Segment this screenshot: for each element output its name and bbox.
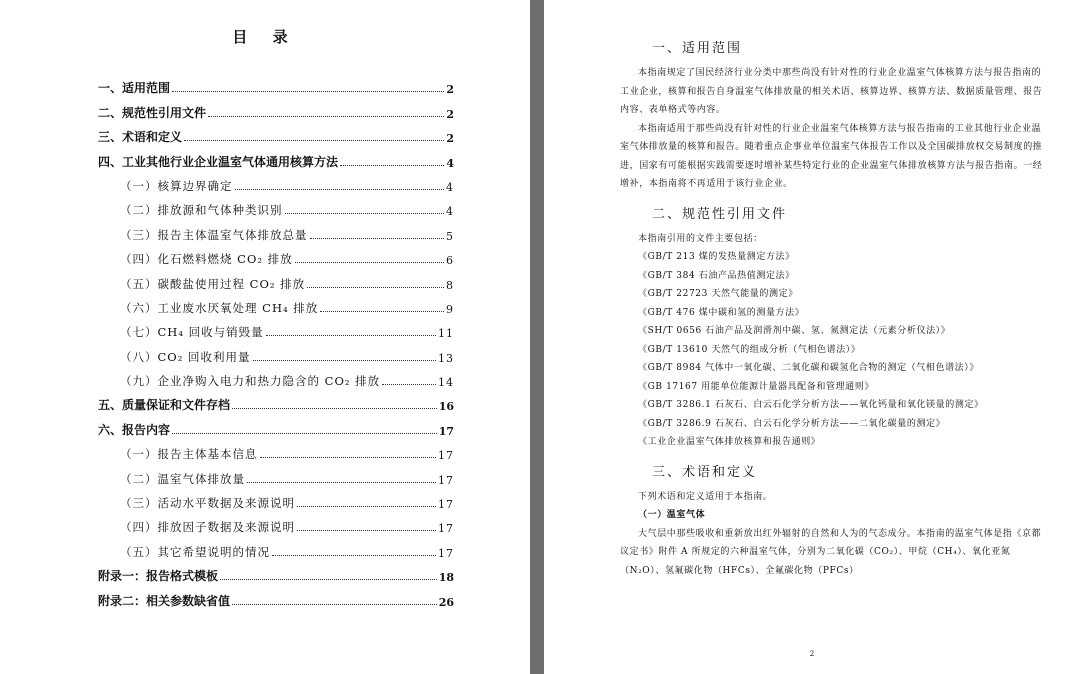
toc-entry[interactable] — [98, 72, 454, 96]
toc-dot-leader — [260, 457, 437, 458]
toc-entry-page: 14 — [438, 376, 454, 390]
toc-entry[interactable] — [98, 145, 454, 169]
toc-entry[interactable] — [98, 389, 454, 413]
toc-entry[interactable] — [98, 413, 454, 437]
toc-entry[interactable] — [98, 560, 454, 584]
toc-entry[interactable] — [98, 462, 454, 486]
toc-dot-leader — [172, 433, 437, 434]
reference-item: 《GB/T 22723 天然气能量的测定》 — [638, 289, 798, 299]
toc-dot-leader — [266, 335, 436, 336]
toc-dot-leader — [297, 530, 436, 531]
toc-entry-page: 11 — [438, 327, 454, 341]
toc-entry-page: 13 — [438, 351, 454, 365]
section-heading-references: 二、规范性引用文件 — [652, 206, 788, 222]
toc-dot-leader — [220, 579, 437, 580]
toc-entry-page: 5 — [446, 229, 454, 243]
toc-entry[interactable] — [98, 340, 454, 364]
toc-entry-page: 2 — [446, 107, 454, 121]
toc-entry[interactable] — [98, 267, 454, 291]
term-greenhouse-gas-definition: 大气层中那些吸收和重新放出红外辐射的自然和人为的气态成分。本指南的温室气体是指《京都议定书》附件 A 所规定的六种温室气体，分别为二氧化碳（CO₂）、甲烷（CH₄）、氧化亚氮（N₂O）、氢氟碳化物（HFCs）、全氟碳化物（PFCs） — [620, 528, 1042, 576]
reference-item: 《GB/T 384 石油产品热值测定法》 — [638, 270, 795, 281]
page-number: 2 — [809, 650, 815, 658]
toc-dot-leader — [307, 287, 444, 288]
toc-entry-page: 4 — [446, 180, 454, 194]
toc-entry-page: 4 — [446, 156, 454, 170]
toc-dot-leader — [247, 482, 436, 483]
toc-dot-leader — [232, 408, 437, 409]
reference-item: 《GB/T 3286.1 石灰石、白云石化学分析方法——氧化钙量和氧化镁量的测定》 — [638, 400, 984, 410]
toc-entry[interactable] — [98, 584, 454, 608]
toc-dot-leader — [253, 360, 437, 361]
toc-entry[interactable] — [98, 535, 454, 559]
toc-entry[interactable] — [98, 365, 454, 389]
scope-paragraph-2: 本指南适用于那些尚没有针对性的行业企业温室气体核算方法与报告指南的工业其他行业企业温室气体排放量的核算和报告。随着重点企事业单位温室气体报告工作以及全国碳排放权交易制度的推进，国家有可能根据实践需要逐时增补某些特定行业的企业温室气体排放核算方法与报告指南。一经增补，本指南将不再适用于该行业企业。 — [620, 123, 1043, 189]
toc-dot-leader — [208, 116, 444, 117]
toc-entry-page: 8 — [446, 278, 454, 292]
toc-list — [98, 72, 454, 609]
toc-dot-leader — [295, 262, 444, 263]
toc-entry-page: 18 — [438, 571, 454, 585]
toc-entry-label: （六）工业废水厌氧处理 CH₄ 排放 — [120, 300, 319, 315]
reference-item: 《GB/T 476 煤中碳和氢的测量方法》 — [638, 307, 805, 318]
toc-dot-leader — [285, 213, 445, 214]
toc-entry-label: （一）报告主体基本信息 — [120, 447, 258, 462]
term-greenhouse-gas-heading: （一）温室气体 — [638, 510, 706, 520]
toc-entry-label: （九）企业净购入电力和热力隐含的 CO₂ 排放 — [120, 374, 381, 389]
toc-entry[interactable] — [98, 316, 454, 340]
toc-entry-page: 4 — [446, 205, 454, 219]
toc-page — [0, 0, 530, 674]
toc-entry-label: 五、质量保证和文件存档 — [98, 398, 231, 413]
toc-entry-label: （三）报告主体温室气体排放总量 — [120, 227, 308, 242]
toc-entry[interactable] — [98, 170, 454, 194]
page-gutter — [530, 0, 544, 674]
reference-item: 《GB/T 13610 天然气的组成分析（气相色谱法）》 — [638, 344, 861, 355]
toc-dot-leader — [235, 189, 445, 190]
toc-entry-page: 6 — [446, 254, 454, 268]
toc-entry[interactable] — [98, 194, 454, 218]
reference-item: 《GB 17167 用能单位能源计量器具配备和管理通则》 — [638, 381, 874, 392]
references-intro: 本指南引用的文件主要包括： — [638, 233, 763, 244]
toc-entry[interactable] — [98, 511, 454, 535]
toc-dot-leader — [184, 140, 444, 141]
toc-entry-page: 17 — [438, 449, 454, 463]
toc-dot-leader — [297, 506, 436, 507]
toc-entry-label: 附录一：报告格式模板 — [98, 569, 219, 584]
toc-dot-leader — [340, 165, 444, 166]
toc-entry[interactable] — [98, 243, 454, 267]
toc-entry-page: 17 — [438, 522, 454, 536]
toc-entry-label: 四、工业其他行业企业温室气体通用核算方法 — [98, 154, 339, 169]
toc-entry-label: 六、报告内容 — [98, 422, 171, 437]
toc-entry-label: （七）CH₄ 回收与销毁量 — [120, 325, 264, 340]
toc-entry-page: 17 — [438, 546, 454, 560]
toc-entry-page: 26 — [438, 595, 454, 609]
scope-paragraph-1: 本指南规定了国民经济行业分类中那些尚没有针对性的行业企业温室气体核算方法与报告指南的工业企业，核算和报告自身温室气体排放量的相关术语、核算边界、核算方法、数据质量管理、报告内容、表单格式等内容。 — [620, 68, 1043, 115]
terms-intro: 下列术语和定义适用于本指南。 — [638, 491, 773, 502]
toc-dot-leader — [382, 384, 436, 385]
toc-entry[interactable] — [98, 487, 454, 511]
toc-entry[interactable] — [98, 218, 454, 242]
toc-entry-label: （五）其它希望说明的情况 — [120, 544, 270, 559]
toc-entry-label: （二）排放源和气体种类识别 — [120, 203, 283, 218]
section-heading-terms: 三、术语和定义 — [652, 464, 758, 480]
toc-entry-label: 三、术语和定义 — [98, 130, 183, 145]
toc-entry-label: 附录二：相关参数缺省值 — [98, 593, 231, 608]
content-body — [620, 34, 1048, 580]
reference-item: 《SH/T 0656 石油产品及润滑剂中碳、氢、氮测定法（元素分析仪法）》 — [638, 326, 951, 336]
toc-entry-label: （四）化石燃料燃烧 CO₂ 排放 — [120, 252, 293, 267]
toc-entry[interactable] — [98, 96, 454, 120]
toc-entry-label: 二、规范性引用文件 — [98, 105, 207, 120]
content-page — [544, 0, 1080, 674]
toc-entry-label: （四）排放因子数据及来源说明 — [120, 520, 295, 535]
reference-item: 《GB/T 3286.9 石灰石、白云石化学分析方法——二氧化碳量的测定》 — [638, 418, 946, 429]
toc-entry-page: 17 — [438, 424, 454, 438]
toc-entry-page: 9 — [446, 302, 454, 316]
toc-dot-leader — [320, 311, 444, 312]
toc-entry[interactable] — [98, 292, 454, 316]
toc-entry-page: 16 — [438, 400, 454, 414]
toc-dot-leader — [310, 238, 445, 239]
toc-entry-label: （五）碳酸盐使用过程 CO₂ 排放 — [120, 276, 306, 291]
reference-item: 《GB/T 8984 气体中一氧化碳、二氧化碳和碳氢化合物的测定（气相色谱法）》 — [638, 363, 979, 373]
toc-entry-label: （二）温室气体排放量 — [120, 471, 245, 486]
toc-dot-leader — [232, 604, 437, 605]
reference-list — [620, 248, 1048, 452]
toc-entry-label: （一）核算边界确定 — [120, 178, 233, 193]
toc-entry-page: 2 — [446, 132, 454, 146]
toc-entry-page: 17 — [438, 498, 454, 512]
reference-item: 《工业企业温室气体排放核算和报告通则》 — [638, 437, 821, 447]
toc-entry-page: 17 — [438, 473, 454, 487]
toc-dot-leader — [272, 555, 436, 556]
toc-title: 目 录 — [232, 28, 298, 46]
toc-entry-label: 一、适用范围 — [98, 81, 171, 96]
toc-entry-page: 2 — [446, 83, 454, 97]
toc-entry[interactable] — [98, 438, 454, 462]
toc-entry-label: （三）活动水平数据及来源说明 — [120, 496, 295, 511]
section-heading-scope: 一、适用范围 — [652, 41, 743, 56]
toc-entry[interactable] — [98, 121, 454, 145]
toc-entry-label: （八）CO₂ 回收利用量 — [120, 349, 251, 364]
toc-dot-leader — [172, 91, 444, 92]
reference-item: 《GB/T 213 煤的发热量测定方法》 — [638, 252, 795, 262]
